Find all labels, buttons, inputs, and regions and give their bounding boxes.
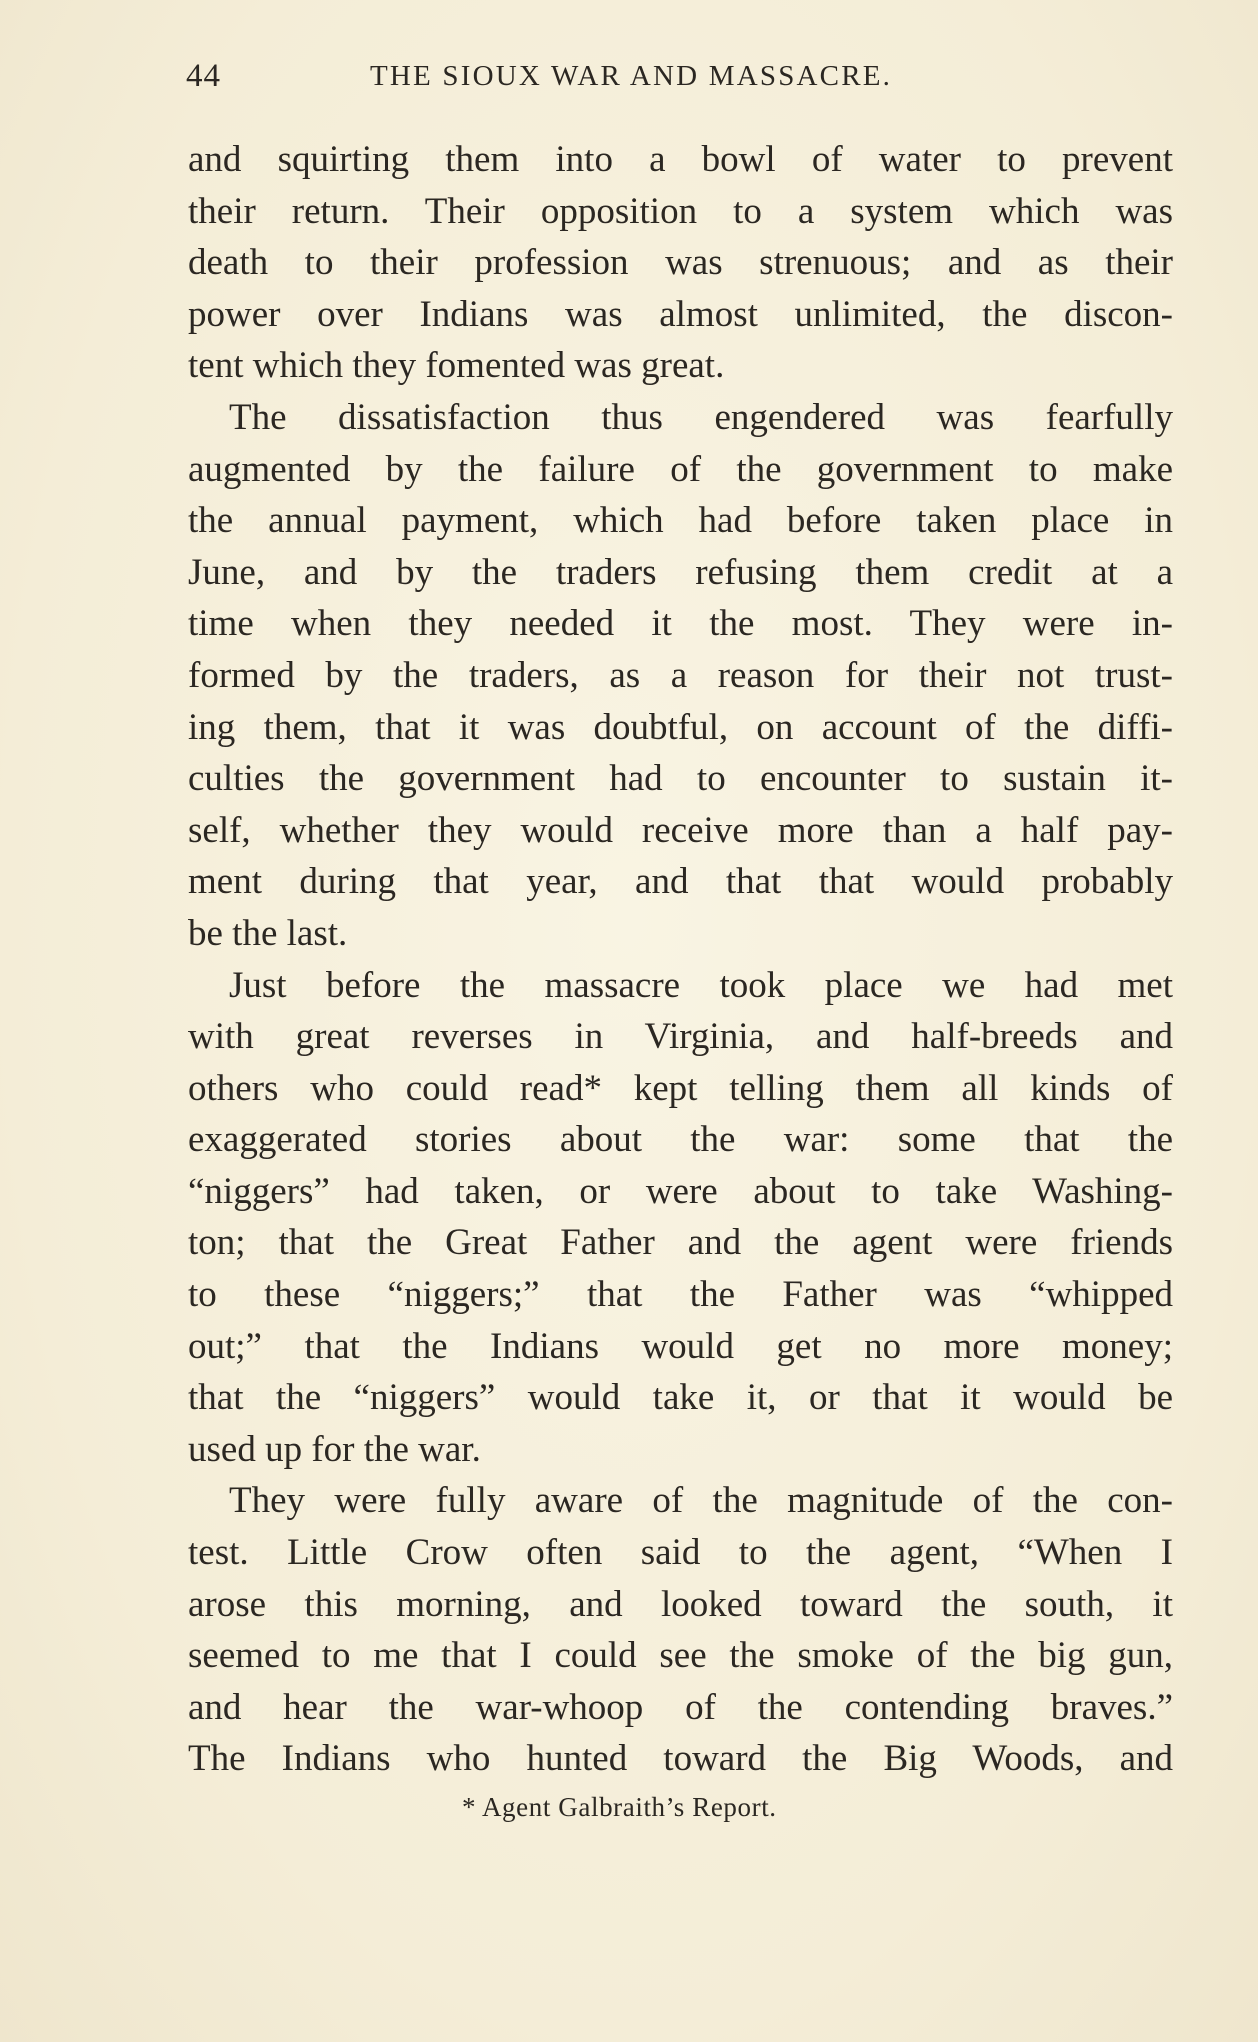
- text-line: used up for the war.: [188, 1428, 481, 1470]
- text-line: ing them, that it was doubtful, on account of the diffi-: [188, 706, 1173, 748]
- text-line: culties the government had to encounter to sustain it-: [188, 758, 1173, 800]
- text-line: out;” that the Indians would get no more money;: [188, 1325, 1173, 1367]
- text-line: arose this morning, and looked toward the south, it: [188, 1583, 1173, 1625]
- text-line: exaggerated stories about the war: some that the: [188, 1119, 1173, 1161]
- text-line: time when they needed it the most. They were in-: [188, 603, 1173, 645]
- text-line: with great reverses in Virginia, and half-breeds and: [188, 1016, 1173, 1058]
- paragraph-start-line: Just before the massacre took place we had met: [229, 964, 1173, 1006]
- text-line: others who could read* kept telling them all kinds of: [188, 1067, 1173, 1109]
- text-line: ton; that the Great Father and the agent were friends: [188, 1222, 1173, 1264]
- text-line: The Indians who hunted toward the Big Woods, and: [188, 1738, 1173, 1780]
- text-line: augmented by the failure of the government to make: [188, 448, 1173, 490]
- running-head: [186, 58, 1171, 98]
- text-line: that the “niggers” would take it, or that it would be: [188, 1377, 1173, 1419]
- paragraph-start-line: The dissatisfaction thus engendered was fearfully: [229, 396, 1173, 438]
- text-line: tent which they fomented was great.: [188, 345, 725, 387]
- text-line: the annual payment, which had before taken place in: [188, 500, 1173, 542]
- text-line: death to their profession was strenuous; and as their: [188, 242, 1173, 284]
- text-line: self, whether they would receive more than a half pay-: [188, 809, 1173, 851]
- paragraph-start-line: They were fully aware of the magnitude of the con-: [229, 1480, 1173, 1522]
- text-line: power over Indians was almost unlimited, the discon-: [188, 293, 1173, 335]
- running-title: THE SIOUX WAR AND MASSACRE.: [370, 60, 893, 92]
- text-line: ment during that year, and that that would probably: [188, 861, 1173, 903]
- text-line: seemed to me that I could see the smoke of the big gun,: [188, 1635, 1173, 1677]
- text-line: “niggers” had taken, or were about to take Washing-: [188, 1170, 1173, 1212]
- page-number: 44: [186, 58, 221, 94]
- text-line: their return. Their opposition to a system which was: [188, 190, 1173, 232]
- text-line: to these “niggers;” that the Father was “whipped: [188, 1274, 1173, 1316]
- text-line: test. Little Crow often said to the agent, “When I: [188, 1532, 1173, 1574]
- footnote: * Agent Galbraith’s Report.: [462, 1792, 777, 1822]
- text-line: and squirting them into a bowl of water to prevent: [188, 139, 1173, 180]
- text-line: June, and by the traders refusing them credit at a: [188, 551, 1173, 593]
- body-text: [188, 134, 1173, 1785]
- text-line: be the last.: [188, 912, 348, 954]
- text-line: formed by the traders, as a reason for their not trust-: [188, 654, 1173, 696]
- text-line: and hear the war-whoop of the contending braves.”: [188, 1686, 1173, 1728]
